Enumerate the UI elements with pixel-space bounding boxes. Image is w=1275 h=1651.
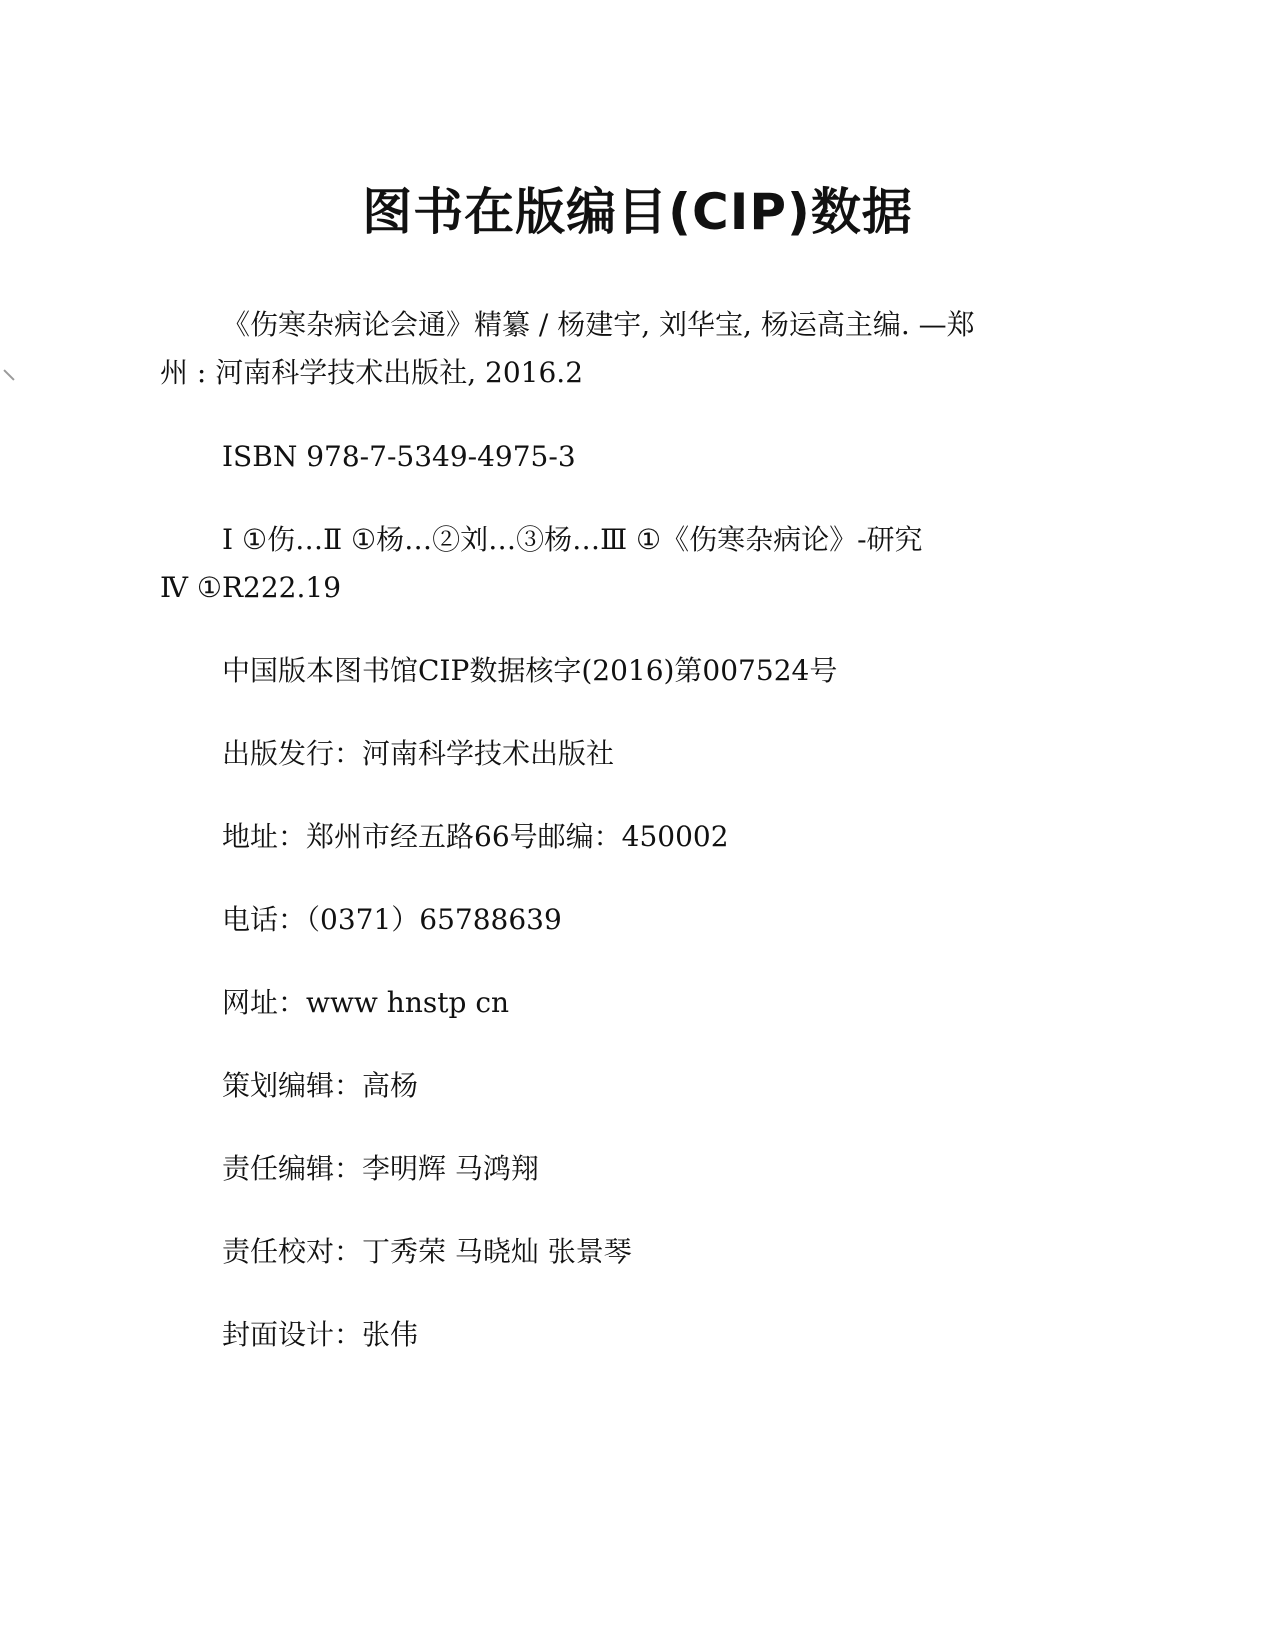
cover-design-line: 封面设计：张伟	[222, 1318, 419, 1351]
phone-line: 电话：（0371）65788639	[222, 903, 562, 936]
classification-line-1: Ⅰ ①伤…Ⅱ ①杨…②刘…③杨…Ⅲ ①《伤寒杂病论》-研究	[222, 523, 923, 556]
address-line: 地址：郑州市经五路66号邮编：450002	[222, 820, 729, 853]
cip-entry-line-2: 州 : 河南科学技术出版社, 2016.2	[160, 356, 584, 389]
cip-verification-line: 中国版本图书馆CIP数据核字(2016)第007524号	[222, 654, 838, 687]
publisher-line: 出版发行：河南科学技术出版社	[222, 737, 615, 770]
classification-line-2: Ⅳ ①R222.19	[160, 571, 342, 604]
proofreaders-line: 责任校对：丁秀荣 马晓灿 张景琴	[222, 1235, 632, 1268]
margin-mark	[3, 369, 14, 380]
page-title: 图书在版编目(CIP)数据	[362, 182, 913, 241]
planning-editor-line: 策划编辑：高杨	[222, 1069, 419, 1102]
cip-entry-line-1: 《伤寒杂病论会通》精纂 / 杨建宇, 刘华宝, 杨运高主编. —郑	[222, 308, 975, 341]
isbn-line: ISBN 978-7-5349-4975-3	[222, 440, 576, 473]
responsible-editors-line: 责任编辑：李明辉 马鸿翔	[222, 1152, 539, 1185]
website-line: 网址：www hnstp cn	[222, 986, 510, 1019]
